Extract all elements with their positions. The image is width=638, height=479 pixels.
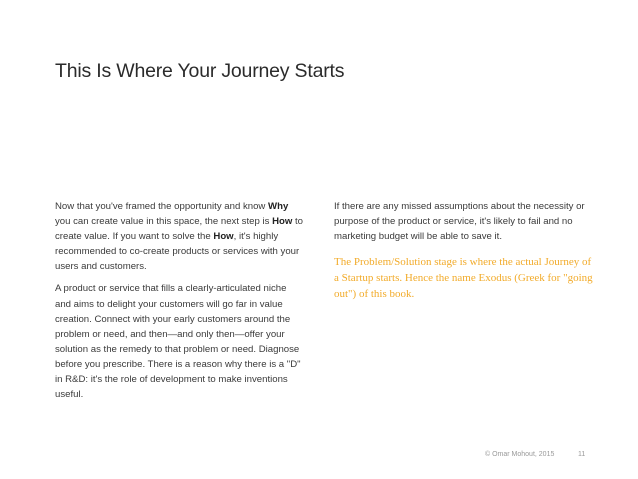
page-title: This Is Where Your Journey Starts [55,60,345,82]
left-p1-text-4: , it's highly recommended to co-create products or services with your users and customers. [55,231,300,273]
left-p1-text-1: Now that you've framed the opportunity and know [55,201,269,212]
page-number: 11 [578,451,586,458]
left-column [55,199,305,409]
left-p1-text-2: you can create value in this space, the next step is [55,216,273,228]
highlight-quote: The Problem/Solution stage is where the actual Journey of a Startup starts. Hence the name Exodus (Greek for "going out") of this book. [334,256,593,301]
emphasis-why: Why [268,201,289,212]
left-p1-text-3: to create value. If you want to solve the [55,216,303,243]
copyright-notice: © Omar Mohout, 2015 [485,451,555,458]
left-paragraph-1 [55,199,305,274]
emphasis-how: How [272,216,293,228]
right-paragraph-1: If there are any missed assumptions about the necessity or purpose of the product or service, it's likely to fail and no marketing budget will be able to save it. [334,201,585,243]
emphasis-how-2: How [213,231,234,243]
right-column [334,199,594,309]
left-paragraph-2: A product or service that fills a clearly-articulated niche and aims to delight your customers will go far in value creation. Connect with your early customers around the problem or need, and then—and only then—offer your solution as the remedy to that problem or need. Diagnose before you prescribe. There is a reason why there is a "D" in R&D: it's the role of development to make inventions useful. [55,283,301,401]
